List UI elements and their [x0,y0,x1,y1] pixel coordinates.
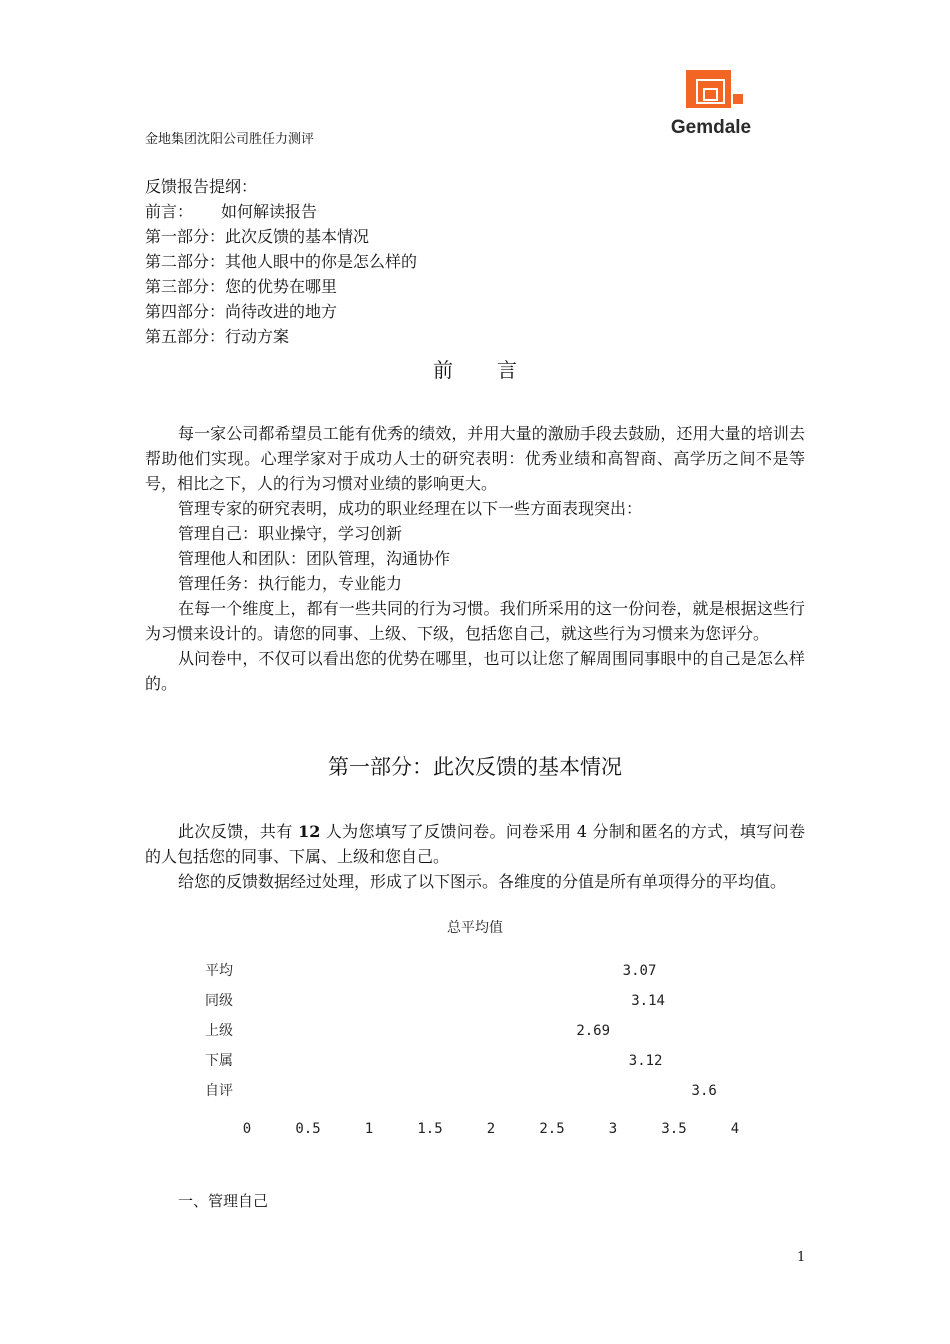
part1-paragraph-1 [145,819,805,869]
part1-title: 第一部分：此次反馈的基本情况 [328,755,622,779]
preface-body [145,421,805,696]
outline-preface-row [145,199,417,224]
bar [247,1083,686,1099]
x-tick-label: 3.5 [661,1121,687,1137]
preface-paragraph: 从问卷中，不仅可以看出您的优势在哪里，也可以让您了解周围同事眼中的自己是怎么样的。 [145,649,805,693]
part1-text: 人为您填写了反馈问卷。问卷采用 4 分制和匿名的方式，填写问卷的人包括您的同事、下属、上级和您自己。 [145,822,805,866]
gemdale-logo [667,67,755,139]
preface-title: 前言 [433,358,561,382]
x-tick-label: 4 [730,1121,740,1137]
company-header: 金地集团沈阳公司胜任力测评 [145,132,315,147]
preface-paragraph: 管理自己：职业操守，学习创新 [178,524,403,543]
part1-body [145,819,805,894]
data-label: 2.69 [576,1023,611,1039]
category-label: 上级 [205,1023,233,1039]
outline-preface-text: 如何解读报告 [221,202,318,221]
logo-wordmark: Gemdale [670,117,752,138]
preface-paragraph: 每一家公司都希望员工能有优秀的绩效，并用大量的激励手段去鼓励，还用大量的培训去帮助他们实现。心理学家对于成功人士的研究表明：优秀业绩和高智商、高学历之间不是等号，相比之下，人的行为习惯对业绩的影响更大。 [145,424,805,493]
x-tick-label: 1.5 [417,1121,443,1137]
bar [247,1053,628,1069]
data-label: 3.12 [628,1053,663,1069]
x-tick-label: 3 [608,1121,618,1137]
outline-part-3: 第三部分：您的优势在哪里 [145,277,338,296]
data-label: 3.6 [691,1083,717,1099]
chart-title: 总平均值 [447,920,503,936]
data-label: 3.14 [631,993,665,1009]
category-label: 同级 [205,993,233,1009]
part1-paragraph-2: 给您的反馈数据经过处理，形成了以下图示。各维度的分值是所有单项得分的平均值。 [178,872,787,891]
x-tick-label: 2 [486,1121,496,1137]
outline-part-4: 第四部分：尚待改进的地方 [145,302,338,321]
preface-paragraph: 管理他人和团队：团队管理，沟通协作 [178,549,451,568]
bar [247,1023,575,1039]
outline-title: 反馈报告提纲： [145,177,258,196]
part1-text: 此次反馈，共有 [178,822,299,841]
x-tick-label: 1 [364,1121,374,1137]
data-label: 3.07 [622,963,657,979]
outline-part-2: 第二部分：其他人眼中的你是怎么样的 [145,252,418,271]
outline-part-1: 第一部分：此次反馈的基本情况 [145,227,370,246]
x-tick-label: 0 [242,1121,252,1137]
category-label: 平均 [205,963,233,979]
bar [247,993,630,1009]
report-outline [145,174,417,349]
outline-part-5: 第五部分：行动方案 [145,327,290,346]
x-tick-label: 0.5 [295,1121,321,1137]
section-manage-self: 一、管理自己 [178,1192,269,1210]
bar [247,963,622,979]
category-label: 自评 [205,1083,233,1099]
preface-paragraph: 管理专家的研究表明，成功的职业经理在以下一些方面表现突出： [178,499,643,518]
page-number: 1 [797,1250,806,1265]
preface-paragraph: 在每一个维度上，都有一些共同的行为习惯。我们所采用的这一份问卷，就是根据这些行为习惯来设计的。请您的同事、上级、下级，包括您自己，就这些行为习惯来为您评分。 [145,599,805,643]
respondent-count: 12 [298,822,321,841]
outline-preface-label: 前言： [145,202,194,221]
x-tick-label: 2.5 [539,1121,565,1137]
preface-paragraph: 管理任务：执行能力，专业能力 [178,574,403,593]
category-label: 下属 [205,1053,233,1069]
